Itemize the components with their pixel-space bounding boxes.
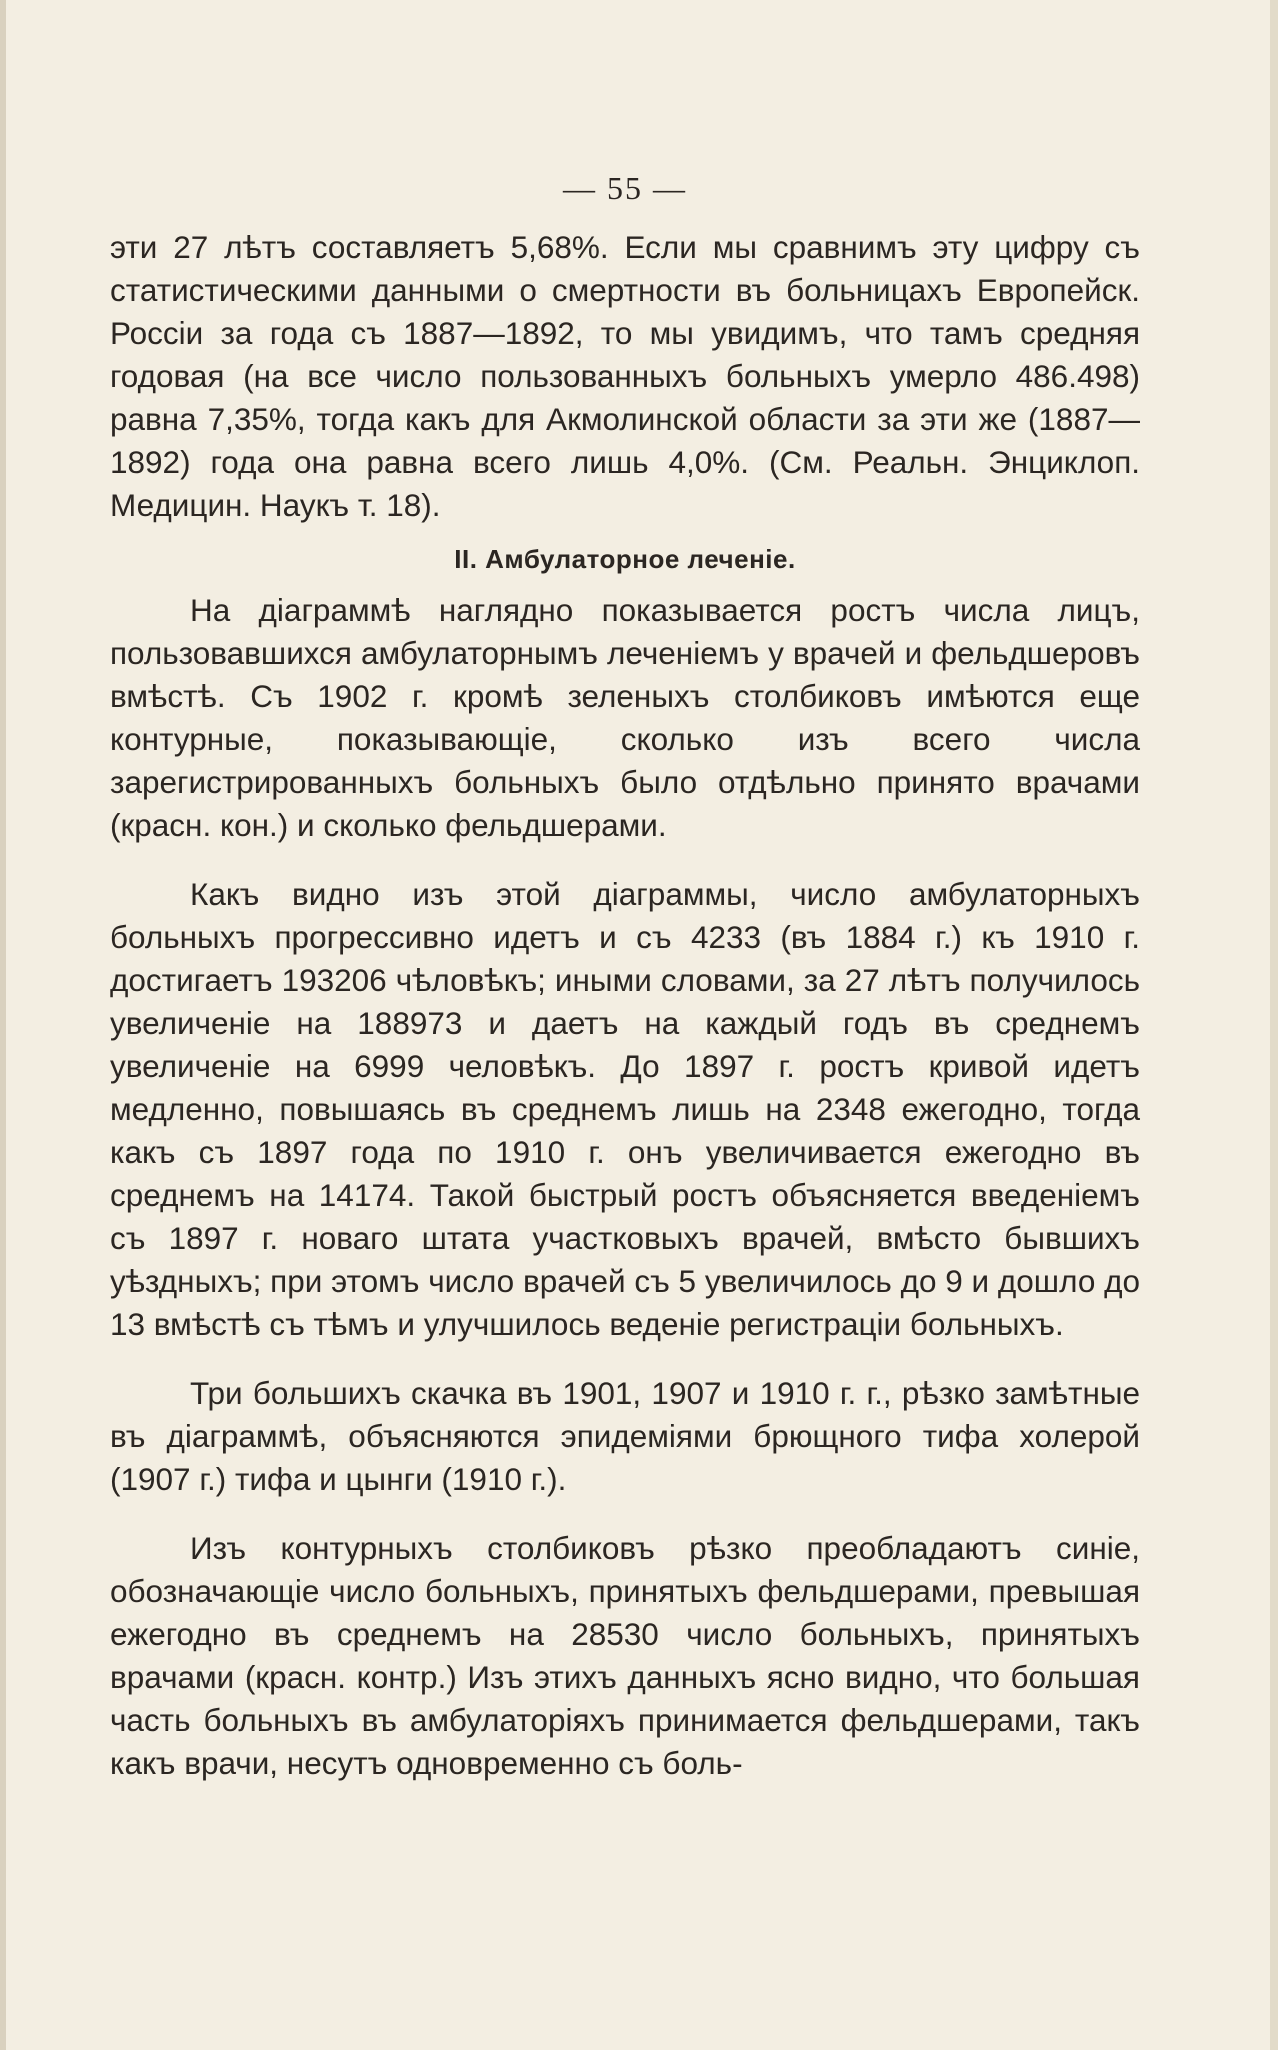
paragraph-patient-growth: Какъ видно изъ этой діаграммы, число амбулаторныхъ больныхъ прогрессивно идетъ и съ 4233 (въ 1884 г.) къ 1910 г. достигаетъ 193206 чѣловѣкъ; иными словами, за 27 лѣтъ получилось увеличеніе на 188973 и даетъ на каждый годъ въ среднемъ увеличеніе на 6999 человѣкъ. До 1897 г. ростъ кривой идетъ медленно, повышаясь въ среднемъ лишь на 2348 ежегодно, тогда какъ съ 1897 года по 1910 г. онъ увеличивается ежегодно въ среднемъ на 14174. Такой быстрый ростъ объясняется введеніемъ съ 1897 г. новаго штата участковыхъ врачей, вмѣсто бывшихъ уѣздныхъ; при этомъ число врачей съ 5 увеличилось до 9 и дошло до 13 вмѣстѣ съ тѣмъ и улучшилось веденіе регистраціи больныхъ. xyxy=(110,876,1140,1342)
continuation-paragraph: эти 27 лѣтъ составляетъ 5,68%. Если мы сравнимъ эту цифру съ статистическими данными о смертности въ больницахъ Европейск. Россіи за года съ 1887—1892, то мы увидимъ, что тамъ средняя годовая (на все число пользованныхъ больныхъ умерло 486.498) равна 7,35%, тогда какъ для Акмолинской области за эти же (1887—1892) года она равна всего лишь 4,0%. (См. Реальн. Энциклоп. Медицин. Наукъ т. 18). xyxy=(110,229,1140,523)
section-heading: II. Амбулаторное леченіе. xyxy=(454,544,796,574)
paragraph-contour-bars: Изъ контурныхъ столбиковъ рѣзко преобладаютъ синіе, обозначающіе число больныхъ, принятыхъ фельдшерами, превышая ежегодно въ среднемъ на 28530 число больныхъ, принятыхъ врачами (красн. контр.) Изъ этихъ данныхъ ясно видно, что большая часть больныхъ въ амбулаторіяхъ принимается фельдшерами, такъ какъ врачи, несутъ одновременно съ боль- xyxy=(110,1530,1140,1781)
paragraph-diagram-description: На діаграммѣ наглядно показывается ростъ числа лицъ, пользовавшихся амбулаторнымъ леченіемъ у врачей и фельдшеровъ вмѣстѣ. Съ 1902 г. кромѣ зеленыхъ столбиковъ имѣются еще контурные, показывающіе, сколько изъ всего числа зарегистрированныхъ больныхъ было отдѣльно принято врачами (красн. кон.) и сколько фельдшерами. xyxy=(110,592,1140,843)
page-number: — 55 — xyxy=(563,170,687,206)
page-text xyxy=(110,168,1140,1785)
paragraph-epidemic-jumps: Три большихъ скачка въ 1901, 1907 и 1910 г. г., рѣзко замѣтные въ діаграммѣ, объясняются эпидеміями брющного тифа холерой (1907 г.) тифа и цынги (1910 г.). xyxy=(110,1375,1140,1497)
